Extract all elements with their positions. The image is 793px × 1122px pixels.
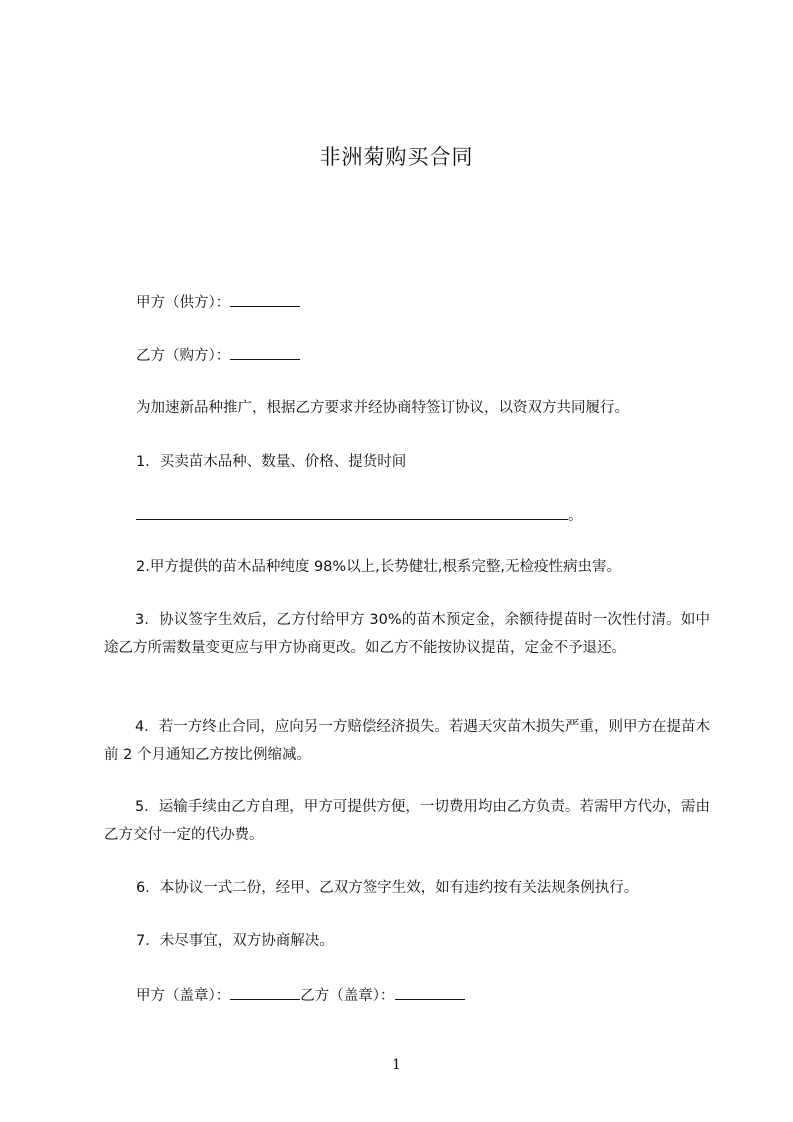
- party-a-blank: [230, 292, 300, 307]
- party-b-seal-blank: [395, 985, 465, 1000]
- party-b-line: [136, 345, 300, 366]
- signature-line: [136, 985, 465, 1006]
- party-a-seal-blank: [230, 985, 300, 1000]
- party-a-seal-label: 甲方（盖章）：: [136, 988, 231, 1004]
- clause-5: 5．运输手续由乙方自理，甲方可提供方便，一切费用均由乙方负责。若需甲方代办，需由乙方交付一定的代办费。: [104, 799, 710, 843]
- clause-7: 7．未尽事宜，双方协商解决。: [136, 933, 334, 949]
- party-b-label: 乙方（购方）：: [136, 348, 231, 364]
- clause-3: 3．协议签字生效后，乙方付给甲方 30%的苗木预定金，余额待提苗时一次性付清。如中途乙方所需数量变更应与甲方协商更改。如乙方不能按协议提苗，定金不予退还。: [104, 612, 710, 656]
- clause-1-blank: [136, 505, 568, 520]
- party-a-label: 甲方（供方）：: [136, 295, 231, 311]
- party-b-seal-label: 乙方（盖章）：: [300, 988, 395, 1004]
- intro-text: 为加速新品种推广，根据乙方要求并经协商特签订协议，以资双方共同履行。: [136, 400, 629, 416]
- party-a-line: [136, 292, 300, 313]
- clause-6: 6．本协议一式二份，经甲、乙双方签字生效，如有违约按有关法规条例执行。: [136, 880, 639, 896]
- clause-1-heading: 1．买卖苗木品种、数量、价格、提货时间: [136, 454, 407, 470]
- clause-1-fill-line: [136, 505, 583, 526]
- page-number: 1: [392, 1057, 401, 1073]
- clause-4: 4．若一方终止合同，应向另一方赔偿经济损失。若遇天灾苗木损失严重，则甲方在提苗木前 2 个月通知乙方按比例缩减。: [104, 719, 710, 763]
- clause-2: 2.甲方提供的苗木品种纯度 98%以上,长势健壮,根系完整,无检疫性病虫害。: [136, 559, 621, 575]
- clause-1-tail: 。: [568, 508, 583, 524]
- document-title: 非洲菊购买合同: [319, 145, 474, 169]
- party-b-blank: [230, 345, 300, 360]
